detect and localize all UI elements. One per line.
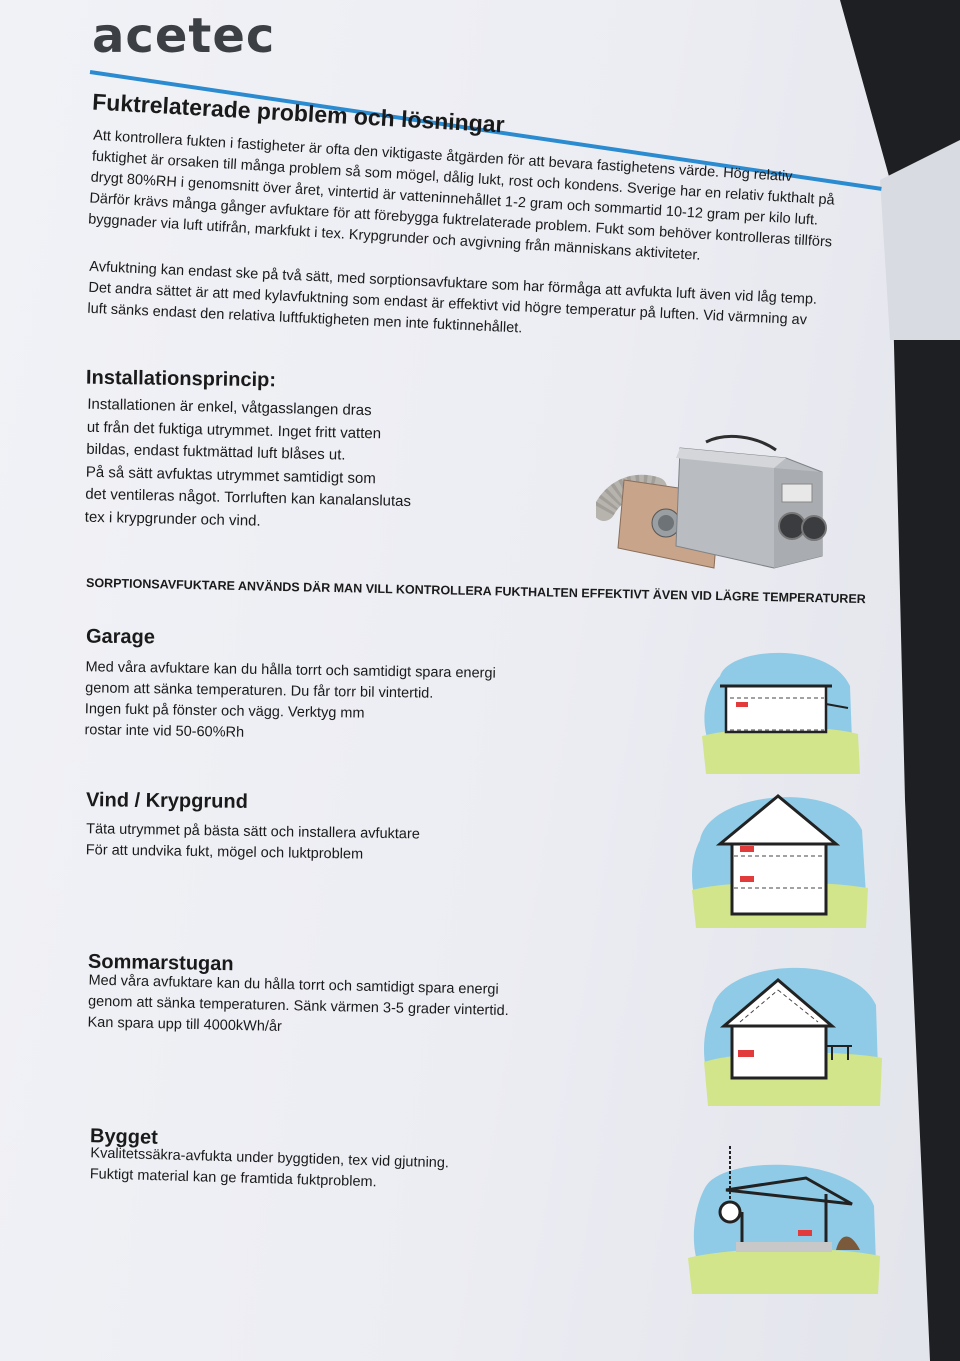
- section-body-garage: Med våra avfuktare kan du hålla torrt och samtidigt spara energi genom att sänka temperaturen. Du får torr bil vintertid. Ingen fukt på fönster och vägg. Verktyg mm rostar inte vid 50-60%Rh: [84, 659, 496, 741]
- house-attic-crawlspace-icon: [690, 780, 870, 930]
- power-cable: [706, 436, 776, 450]
- intro-paragraph-2: Avfuktning kan endast ske på två sätt, med sorptionsavfuktare som har förmåga att avfukta luft även vid låg temp. Det andra sättet är att med kylavfuktning som endast är effektivt vid högre temperatur på luften. Vid värmning av luft sänks endast den relativa luftfuktigheten men inte fuktinnehållet.: [87, 258, 818, 337]
- intro-paragraph-1: Att kontrollera fukten i fastigheter är ofta den viktigaste åtgärden för att bevara fastighetens värde. Hög relativ fuktighet är orsaken till många problem så som mögel, dålig lukt, rost och kondens. Sverige har en relativ fukthalt på drygt 80%RH i genomsnitt över året, vintertid är vatteninnehållet 1-2 gram och sommartid 10-12 gram per kilo luft. Därför krävs många gånger avfuktare för att förebygga fuktrelaterade problem. Fukt som behöver kontrolleras tillförs byggnader via luft utifrån, markfukt i tex. Krypgrunder och avgivning från människans aktiviteter.: [87, 127, 836, 264]
- section-heading-garage: Garage: [85, 625, 156, 649]
- section-body-vind-krypgrund: Täta utrymmet på bästa sätt och installera avfuktare För att undvika fukt, mögel och luktproblem: [85, 821, 420, 863]
- sorption-banner: SORPTIONSAVFUKTARE ANVÄNDS DÄR MAN VILL KONTROLLERA FUKTHALTEN EFFEKTIVT ÄVEN VID LÄGRE TEMPERATURER: [85, 575, 866, 607]
- installation-heading: Installationsprincip:: [85, 366, 277, 392]
- logo-text: acetec: [92, 8, 276, 64]
- acetec-logo: [92, 8, 275, 64]
- construction-site-icon: [686, 1146, 882, 1296]
- section-heading-bygget: Bygget: [89, 1125, 159, 1149]
- installation-body: Installationen är enkel, våtgasslangen dras ut från det fuktiga utrymmet. Inget fritt vatten bildas, endast fuktmättad luft blåses ut. På så sätt avfuktas utrymmet samtidigt som det ventileras något. Torrluften kan kanalanslutas tex i krypgrunder och vind.: [84, 395, 412, 530]
- section-body-bygget: Kvalitetssäkra-avfukta under byggtiden, tex vid gjutning. Fuktigt material kan ge framtida fuktproblem.: [89, 1145, 450, 1191]
- dehumidifier-product-image: [596, 428, 836, 578]
- page-title: Fuktrelaterade problem och lösningar: [91, 88, 506, 138]
- section-heading-sommarstugan: Sommarstugan: [87, 950, 234, 976]
- section-body-sommarstugan: Med våra avfuktare kan du hålla torrt och samtidigt spara energi genom att sänka temperaturen. Sänk värmen 3-5 grader vintertid. Kan spara upp till 4000kWh/år: [87, 972, 509, 1035]
- section-heading-vind-krypgrund: Vind / Krypgrund: [85, 789, 248, 813]
- cottage-icon: [700, 950, 884, 1110]
- garage-icon: [700, 646, 860, 776]
